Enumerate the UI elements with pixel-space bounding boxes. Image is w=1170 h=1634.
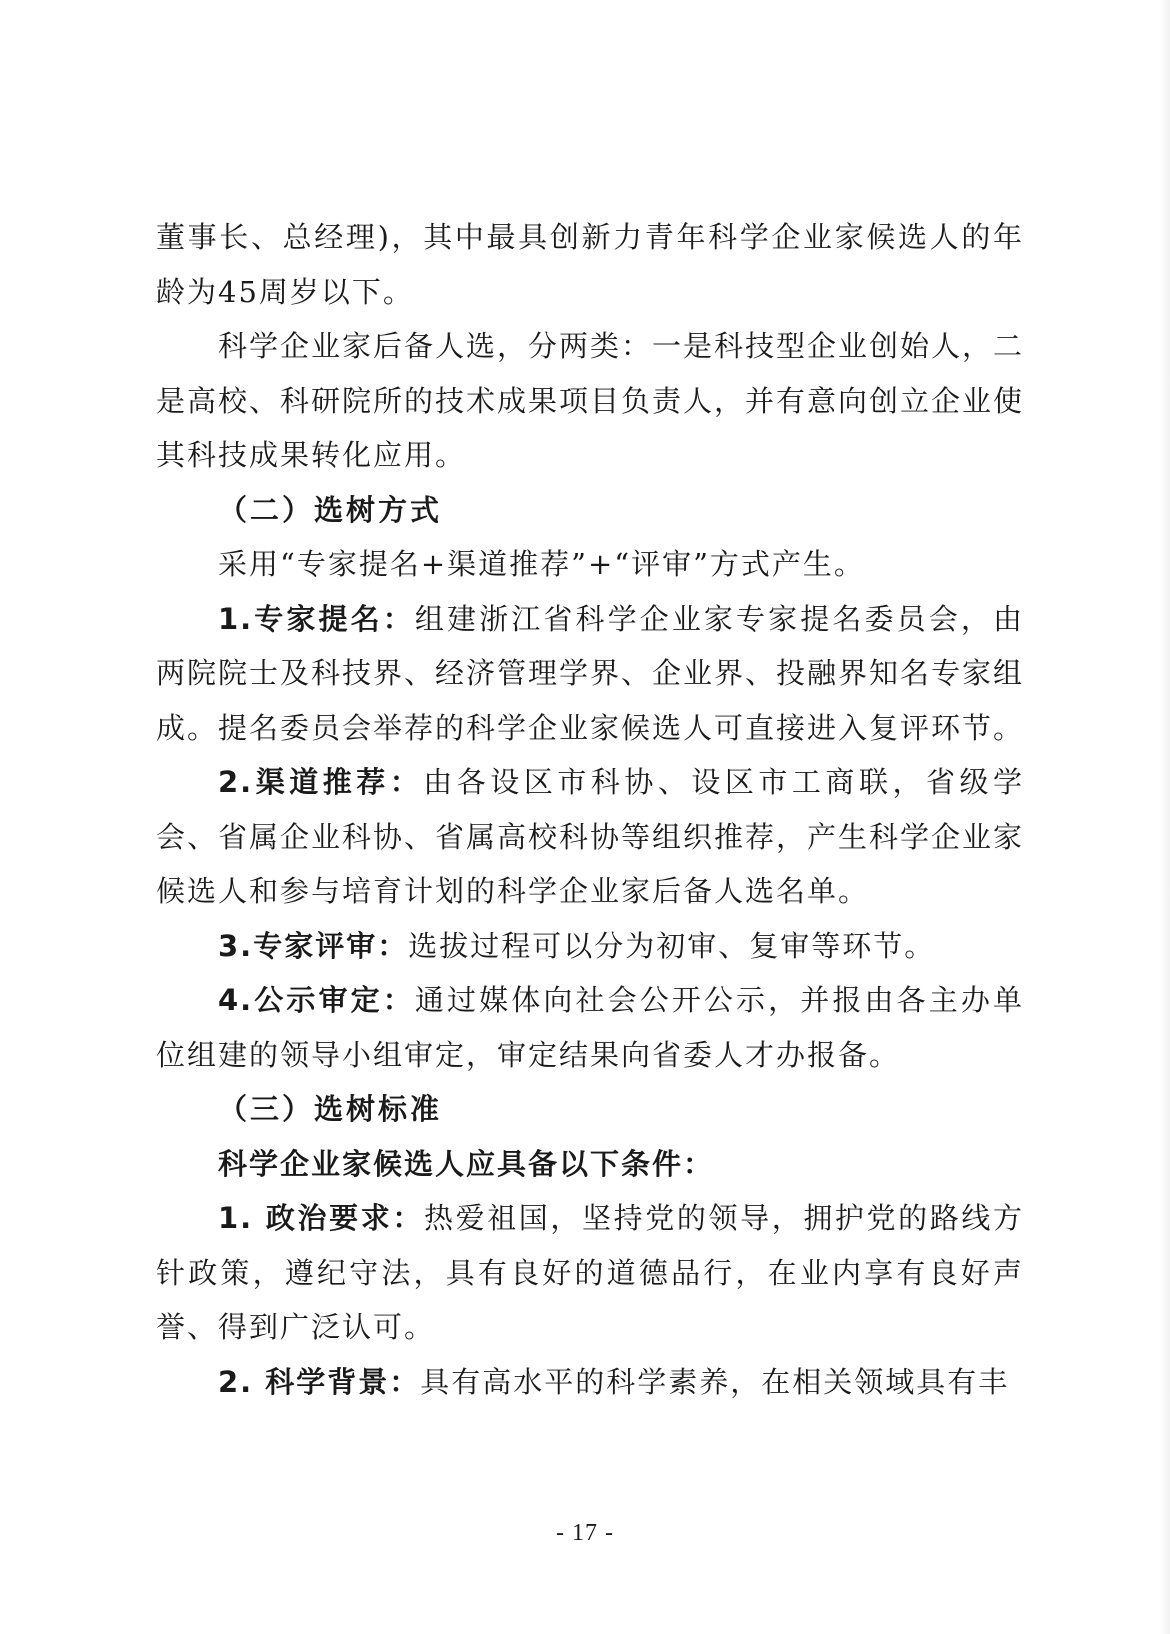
paragraph-text: 具有高水平的科学素养，在相关领域具有丰	[420, 1364, 1010, 1399]
item-lead-expert-review: 3.专家评审：	[218, 928, 409, 963]
section-heading-selection-criteria: （三）选树标准	[218, 1092, 443, 1126]
item-lead-political-requirement: 1. 政治要求：	[218, 1201, 424, 1235]
paragraph-public-notice	[156, 973, 1024, 1082]
page-number: - 17 -	[556, 1520, 614, 1546]
paragraph-text: 采用“专家提名+渠道推荐”+“评审”方式产生。	[218, 547, 865, 581]
item-lead-scientific-background: 2. 科学背景：	[218, 1364, 421, 1399]
paragraph-channel-recommendation	[156, 755, 1024, 919]
paragraph-text: 由各设区市科协、设区市工商联，省级学会、省属企业科协、省属高校科协等组织推荐，产生科学企业家候选人和参与培育计划的科学企业家后备人选名单。	[156, 765, 1025, 908]
paragraph-text: 通过媒体向社会公开公示，并报由各主办单位组建的领导小组审定，审定结果向省委人才办报备。	[156, 983, 1024, 1072]
paragraph-text: 热爱祖国，坚持党的领导，拥护党的路线方针政策，遵纪守法，具有良好的道德品行，在业内享有良好声誉、得到广泛认可。	[156, 1201, 1024, 1344]
document-body	[156, 210, 1024, 1409]
paragraph-expert-review	[156, 919, 1024, 974]
paragraph-text: 组建浙江省科学企业家专家提名委员会，由两院院士及科技界、经济管理学界、企业界、投融界知名专家组成。提名委员会举荐的科学企业家候选人可直接进入复评环节。	[156, 601, 1025, 745]
page-edge	[1160, 0, 1170, 1634]
item-lead-expert-nomination: 1.专家提名：	[218, 601, 415, 636]
item-lead-public-notice: 4.公示审定：	[218, 983, 415, 1017]
paragraph-method-summary	[156, 537, 1024, 592]
item-lead-channel-recommendation: 2.渠道推荐：	[218, 765, 424, 799]
paragraph-criteria-intro: 科学企业家候选人应具备以下条件：	[218, 1146, 715, 1181]
paragraph-text: 科学企业家后备人选，分两类：一是科技型企业创始人，二是高校、科研院所的技术成果项目负责人，并有意向创立企业使其科技成果转化应用。	[156, 329, 1025, 472]
paragraph-text: 选拔过程可以分为初审、复审等环节。	[408, 928, 936, 963]
paragraph-reserve-candidates	[156, 319, 1024, 483]
paragraph-political-requirement	[156, 1191, 1024, 1355]
section-heading-selection-method: （二）选树方式	[218, 492, 443, 527]
paragraph-scientific-background	[156, 1355, 1024, 1410]
paragraph-text: 董事长、总经理)，其中最具创新力青年科学企业家候选人的年龄为45周岁以下。	[156, 220, 1024, 309]
paragraph-age-requirement	[156, 210, 1024, 319]
paragraph-expert-nomination	[156, 592, 1024, 756]
